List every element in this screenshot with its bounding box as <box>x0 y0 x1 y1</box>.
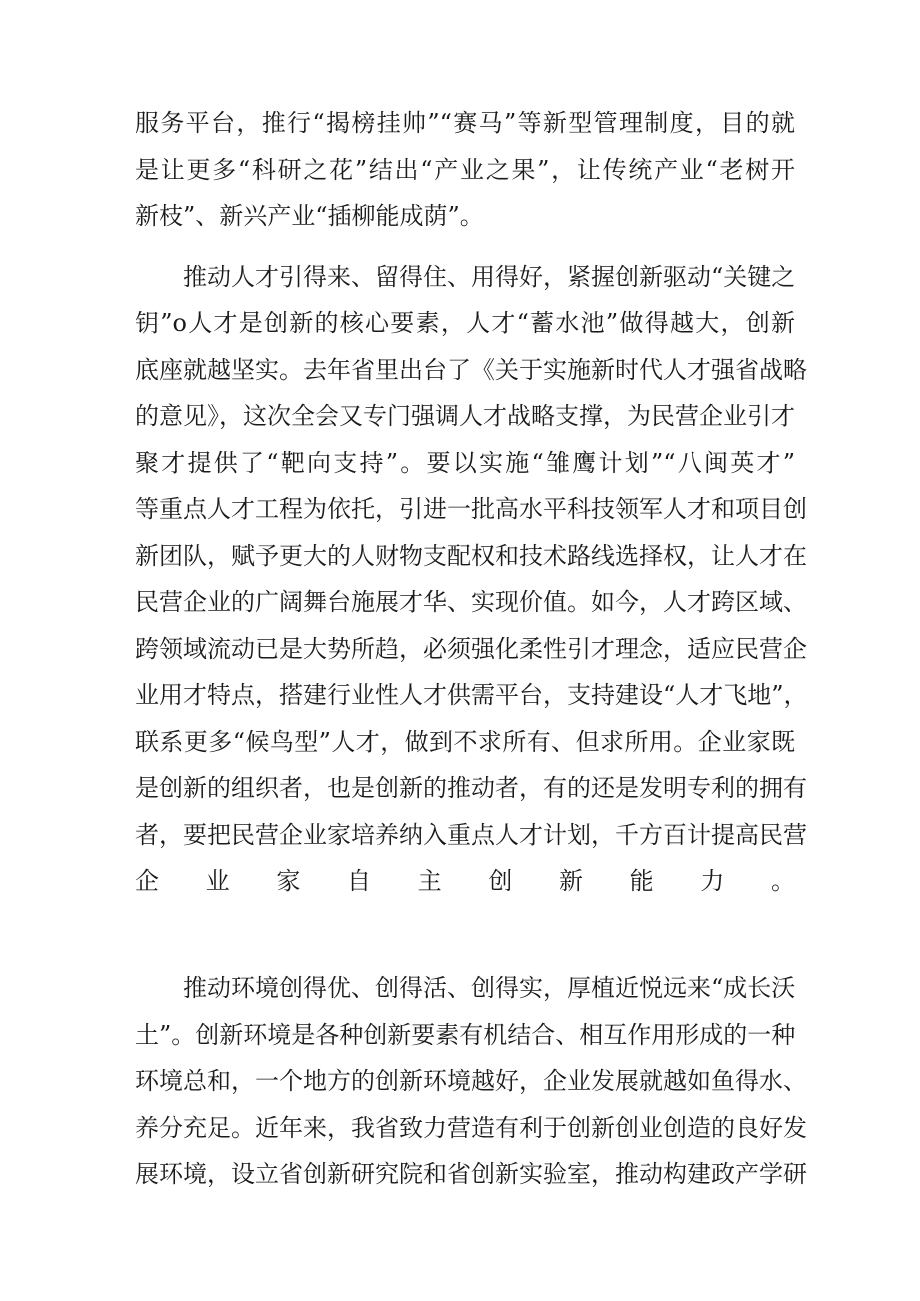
text-line: 推动人才引得来、留得住、用得好，紧握创新驱动“关键之 <box>183 262 796 291</box>
text-line: 聚才提供了“靶向支持”。要以实施“雏鹰计划”“八闽英才” <box>135 448 795 477</box>
text-line: 是创新的组织者，也是创新的推动者，有的还是发明专利的拥有 <box>135 774 807 802</box>
text-line: 新枝”、新兴产业“插柳能成荫”。 <box>135 202 484 230</box>
text-line: 新团队，赋予更大的人财物支配权和技术路线选择权，让人才在 <box>135 541 807 570</box>
text-line: 者，要把民营企业家培养纳入重点人才计划，千方百计提高民营 <box>135 820 807 849</box>
text-line: 底座就越坚实。去年省里出台了《关于实施新时代人才强省战略 <box>135 355 807 384</box>
document-body <box>135 100 808 1198</box>
text-line: 推动环境创得优、创得活、创得实，厚植近悦远来“成长沃 <box>183 974 796 1002</box>
text-line: 等重点人才工程为依托，引进一批高水平科技领军人才和项目创 <box>135 495 807 523</box>
text-line: 是让更多“科研之花”结出“产业之果”，让传统产业“老树开 <box>135 155 795 184</box>
text-line: 环境总和，一个地方的创新环境越好，企业发展就越如鱼得水、 <box>135 1067 807 1095</box>
text-line: 联系更多“候鸟型”人才，做到不求所有、但求所用。企业家既 <box>135 727 795 756</box>
text-line: 土”。创新环境是各种创新要素有机结合、相互作用形成的一种 <box>135 1020 796 1049</box>
text-line: 展环境，设立省创新研究院和省创新实验室，推动构建政产学研 <box>135 1160 807 1188</box>
text-line <box>135 905 795 952</box>
text-line: 企业家自主创新能力。 <box>135 867 795 895</box>
text-line: 民营企业的广阔舞台施展才华、实现价值。如今，人才跨区域、 <box>135 588 807 616</box>
text-line: 养分充足。近年来，我省致力营造有利于创新创业创造的良好发 <box>135 1113 807 1142</box>
text-line: 的意见》，这次全会又专门强调人才战略支撑，为民营企业引才 <box>135 402 795 430</box>
paragraph-gap <box>135 240 795 254</box>
text-line: 钥”o人才是创新的核心要素，人才“蓄水池”做得越大，创新 <box>135 309 795 337</box>
text-line: 服务平台，推行“揭榜挂帅”“赛马”等新型管理制度，目的就 <box>135 109 795 137</box>
text-line: 跨领域流动已是大势所趋，必须强化柔性引才理念，适应民营企 <box>135 634 807 663</box>
paragraph-gap <box>135 951 795 965</box>
text-line: 业用才特点，搭建行业性人才供需平台，支持建设“人才飞地”， <box>135 681 808 709</box>
